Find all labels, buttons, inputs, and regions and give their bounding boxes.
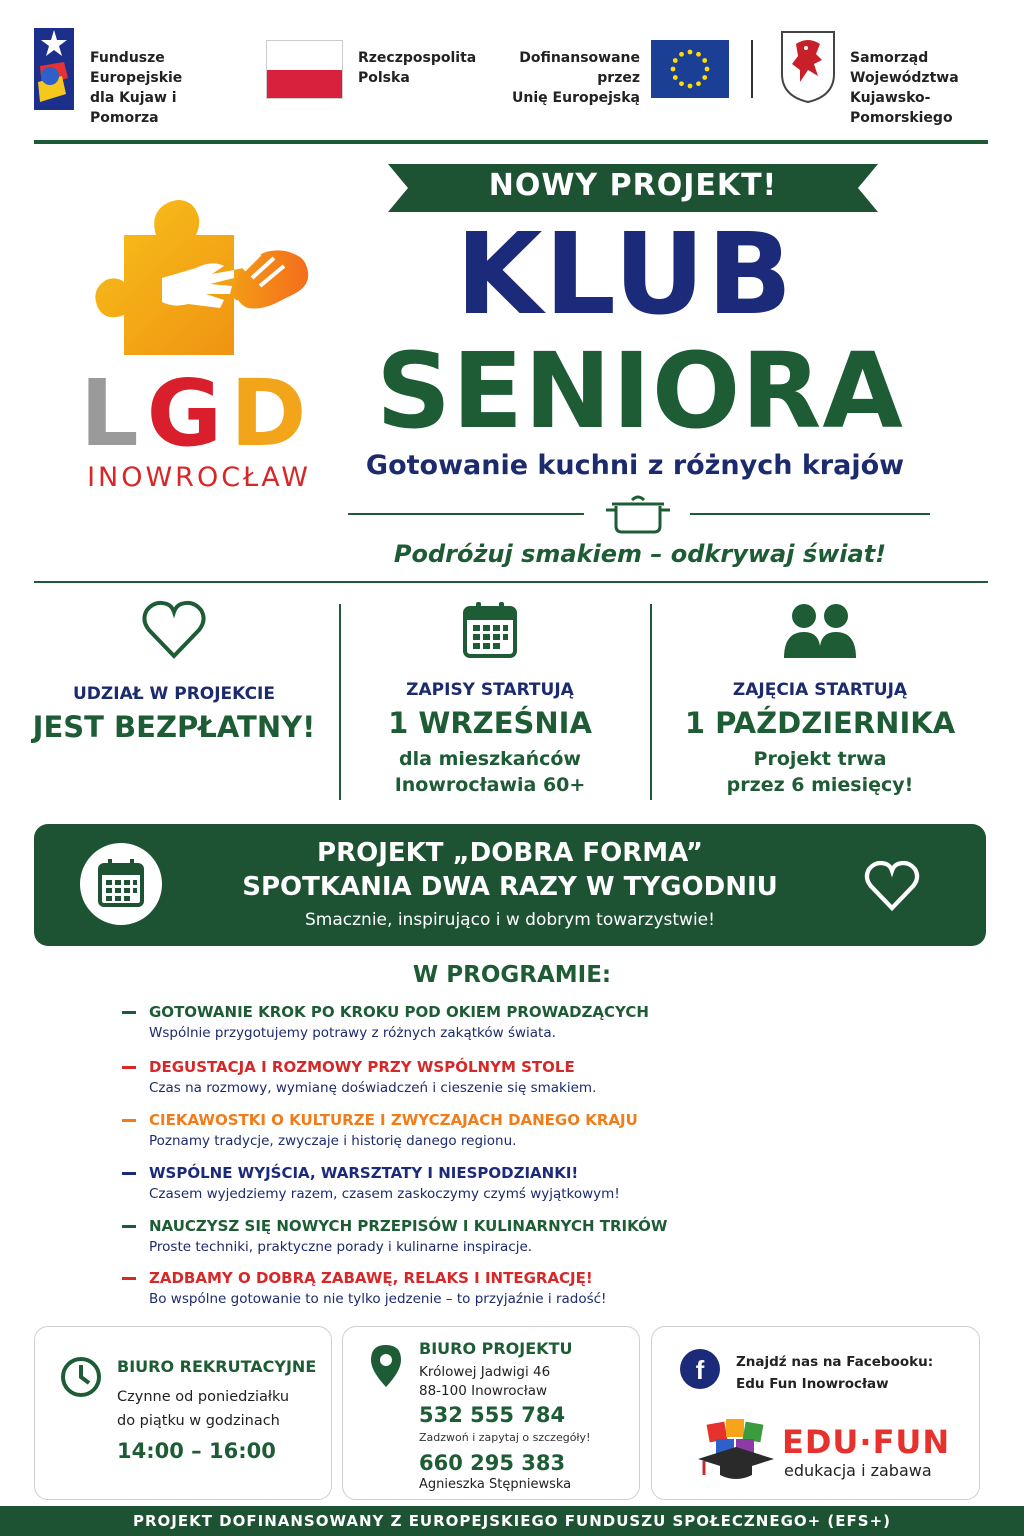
program-item-description: Wspólnie przygotujemy potrawy z różnych zakątków świata. [149,1025,556,1041]
program-item-heading: CIEKAWOSTKI O KULTURZE I ZWYCZAJACH DANEGO KRAJU [149,1111,638,1129]
lgd-letter-l: L [80,360,147,467]
info-col-free [24,600,324,744]
info-classes-small: ZAJĘCIA STARTUJĄ [732,680,908,700]
fe-logo [34,28,74,110]
bullet-dash [122,1011,136,1014]
program-item [122,1057,682,1099]
subtitle-left-rule [348,513,584,515]
info-free-small: UDZIAŁ W PROJEKCIE [73,684,275,704]
bullet-dash [122,1066,136,1069]
bullet-dash [122,1225,136,1228]
bullet-dash [122,1119,136,1122]
program-item [122,1110,682,1152]
lgd-letters [80,360,320,467]
eu-star [688,50,693,55]
ue-text-line2: Unię Europejską [512,90,640,106]
info-classes-note2: przez 6 miesięcy! [726,774,914,796]
info-col-classes [670,600,970,798]
heart-icon [864,860,920,912]
office-street: Królowej Jadwigi 46 [419,1364,551,1380]
middle-divider [34,581,988,583]
subtitle: Gotowanie kuchni z różnych krajów [365,450,905,481]
ue-text [480,48,640,108]
program-title: W PROGRAMIE: [412,962,612,988]
lgd-letter-d: D [230,360,315,467]
heart-icon [24,600,324,670]
eu-star [696,81,701,86]
fe-text-line2: dla Kujaw i Pomorza [90,90,177,126]
contact-person: Agnieszka Stępniewska [419,1477,572,1492]
info-registration-big: 1 WRZEŚNIA [388,706,592,740]
polish-flag [266,40,343,99]
calendar-icon [80,843,162,925]
column-divider-2 [650,604,652,800]
banner-tagline: Smacznie, inspirująco i w dobrym towarzystwie! [305,910,715,930]
cooking-pot-icon [602,492,674,536]
top-divider [34,140,988,144]
info-free-big: JEST BEZPŁATNY! [32,710,316,744]
program-item-description: Czasem wyjedziemy razem, czasem zaskoczymy czymś wyjątkowym! [149,1186,620,1202]
eu-star [673,58,678,63]
info-classes-note [670,746,970,798]
fe-text [90,48,250,128]
info-col-registration [340,600,640,798]
card-recruitment-office [34,1326,332,1500]
facebook-text[interactable] [736,1351,966,1395]
facebook-line2: Edu Fun Inowrocław [736,1376,889,1392]
eu-star [679,52,684,57]
kujawsko-coat-of-arms [780,30,836,104]
info-classes-big: 1 PAŹDZIERNIKA [684,706,956,740]
program-item [122,1216,682,1258]
title-klub: KLUB [455,210,795,340]
recruitment-hours: 14:00 – 16:00 [117,1439,276,1463]
rp-text-line1: Rzeczpospolita [358,50,477,66]
motto: Podróżuj smakiem – odkrywaj świat! [393,540,887,568]
eu-flag [651,40,729,98]
project-office-address [419,1363,629,1401]
program-item-description: Proste techniki, praktyczne porady i kulinarne inspiracje. [149,1239,533,1255]
info-registration-note [340,746,640,798]
program-item-heading: DEGUSTACJA I ROZMOWY PRZY WSPÓLNYM STOLE [149,1058,575,1076]
eu-star [679,81,684,86]
recruitment-title: BIURO REKRUTACYJNE [117,1357,317,1376]
program-item-heading: NAUCZYSZ SIĘ NOWYCH PRZEPISÓW I KULINARNYCH TRIKÓW [149,1217,668,1235]
calendar-icon [340,600,640,670]
title-seniora: SENIORA [376,330,904,452]
program-item [122,1002,682,1044]
phone-note: Zadzwoń i zapytaj o szczegóły! [419,1431,591,1444]
facebook-icon[interactable]: f [680,1349,720,1389]
card-facebook [651,1326,980,1500]
eu-star [671,67,676,72]
project-office-title: BIURO PROJEKTU [419,1339,573,1358]
eu-star [705,67,710,72]
eu-star [696,52,701,57]
bullet-dash [122,1172,136,1175]
fe-text-line1: Fundusze Europejskie [90,50,183,86]
eu-star [702,58,707,63]
program-item-description: Bo wspólne gotowanie to nie tylko jedzenie – to przyjaźnie i radość! [149,1291,607,1307]
rp-text-line2: Polska [358,70,410,86]
lgd-city: INOWROCŁAW [87,462,311,493]
banner-title: PROJEKT „DOBRA FORMA” [317,838,703,868]
program-item-description: Czas na rozmowy, wymianę doświadczeń i cieszenie się smakiem. [149,1080,597,1096]
ribbon-text: NOWY PROJEKT! [488,168,778,203]
edufun-tagline: edukacja i zabawa [784,1461,932,1480]
lgd-puzzle-hands-logo [84,190,314,360]
eu-star [702,75,707,80]
info-registration-small: ZAPISY STARTUJĄ [406,680,574,700]
lgd-letter-g: G [146,360,231,467]
sw-text [850,48,1020,128]
rp-text [358,48,478,88]
info-classes-note1: Projekt trwa [753,748,887,770]
recruitment-line2: do piątku w godzinach [117,1413,280,1429]
edufun-name: EDU·FUN [782,1423,951,1461]
program-item-description: Poznamy tradycje, zwyczaje i historię danego regionu. [149,1133,517,1149]
banner-calendar-badge [80,843,162,925]
program-item-heading: GOTOWANIE KROK PO KROKU POD OKIEM PROWADZĄCYCH [149,1003,649,1021]
phone-number-2[interactable]: 660 295 383 [419,1451,566,1475]
footer-funding-note: PROJEKT DOFINANSOWANY Z EUROPEJSKIEGO FUNDUSZU SPOŁECZNEGO+ (EFS+) [0,1506,1024,1536]
people-icon [670,600,970,670]
info-registration-note1: dla mieszkańców [399,748,581,770]
eu-star [673,75,678,80]
clock-icon [59,1355,103,1399]
program-item-heading: ZADBAMY O DOBRĄ ZABAWĘ, RELAKS I INTEGRACJĘ! [149,1269,593,1287]
map-pin-icon [369,1343,403,1389]
banner-subtitle: SPOTKANIA DWA RAZY W TYGODNIU [242,872,778,902]
eu-star [688,84,693,89]
bullet-dash [122,1277,136,1280]
edufun-logo-icon [694,1413,778,1483]
office-city: 88-100 Inowrocław [419,1383,548,1399]
program-item [122,1268,682,1310]
phone-number-1[interactable]: 532 555 784 [419,1403,566,1427]
subtitle-right-rule [690,513,930,515]
ue-text-line1: Dofinansowane przez [519,50,640,86]
header-divider [751,40,753,98]
card-project-office [342,1326,640,1500]
facebook-line1: Znajdź nas na Facebooku: [736,1354,934,1370]
program-item-heading: WSPÓLNE WYJŚCIA, WARSZTATY I NIESPODZIANKI! [149,1164,579,1182]
sw-text-line2: Kujawsko-Pomorskiego [850,90,953,126]
sw-text-line1: Samorząd Województwa [850,50,959,86]
info-registration-note2: Inowrocławia 60+ [394,774,586,796]
recruitment-hours-text [117,1385,327,1433]
recruitment-line1: Czynne od poniedziałku [117,1389,290,1405]
program-item [122,1163,682,1205]
